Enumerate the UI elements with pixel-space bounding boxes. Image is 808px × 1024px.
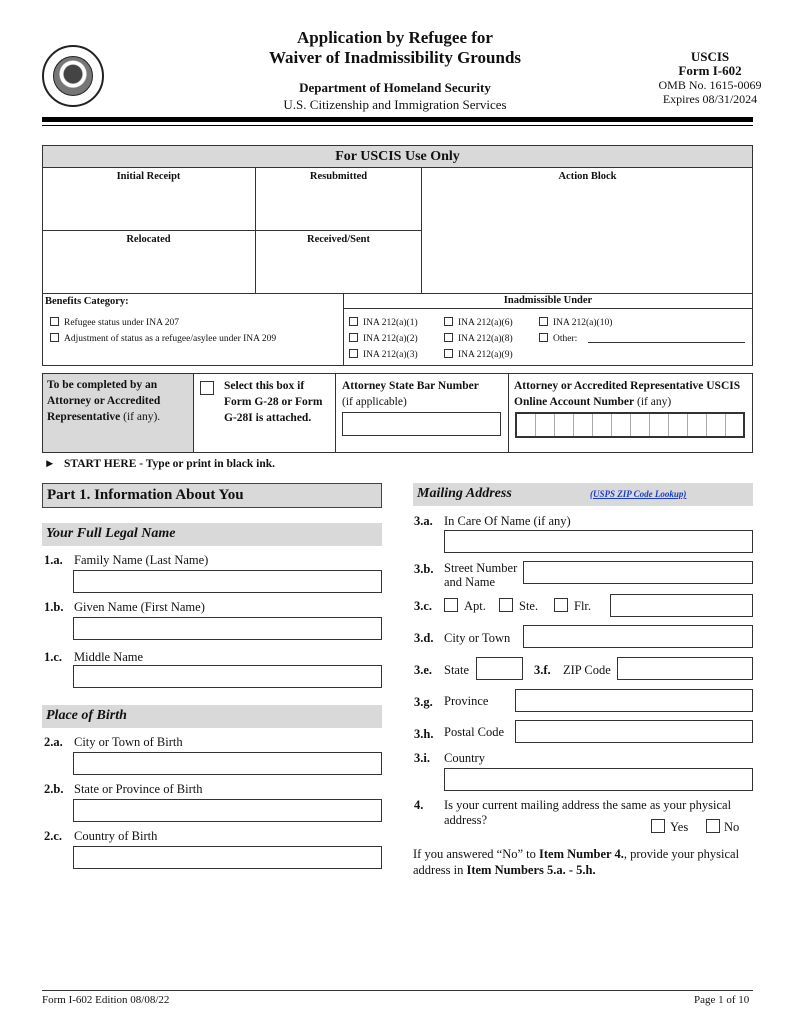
- state-select[interactable]: [476, 657, 523, 680]
- city-of-birth-label: City or Town of Birth: [74, 735, 183, 749]
- item-3h-number: 3.h.: [414, 727, 434, 741]
- ina-other[interactable]: Other:: [539, 333, 577, 344]
- item-3d-number: 3.d.: [414, 631, 434, 645]
- city-input[interactable]: [523, 625, 753, 648]
- family-name-input[interactable]: [73, 570, 382, 593]
- item-2a-number: 2.a.: [44, 735, 63, 749]
- arrow-right-icon: ►: [44, 458, 56, 470]
- form-identifier: USCIS Form I-602 OMB No. 1615-0069 Expires 08/31/2024: [658, 49, 762, 106]
- ina-212-a8[interactable]: INA 212(a)(8): [444, 333, 513, 344]
- street-label: Street Number and Name: [444, 561, 518, 589]
- same-address-no-checkbox[interactable]: [706, 819, 720, 833]
- flr-checkbox[interactable]: [554, 598, 568, 612]
- country-label: Country: [444, 751, 485, 765]
- item-2b-number: 2.b.: [44, 782, 64, 796]
- footer-rule: [42, 990, 753, 991]
- zip-input[interactable]: [617, 657, 753, 680]
- item-1b-number: 1.b.: [44, 600, 64, 614]
- initial-receipt-label: Initial Receipt: [116, 171, 181, 182]
- in-care-of-label: In Care Of Name (if any): [444, 514, 571, 528]
- benefits-category-label: Benefits Category:: [45, 296, 129, 307]
- bar-number-label: Attorney State Bar Number (if applicable): [342, 380, 479, 408]
- state-of-birth-label: State or Province of Birth: [74, 782, 203, 796]
- flr-label: Flr.: [574, 599, 592, 613]
- country-of-birth-label: Country of Birth: [74, 829, 158, 843]
- checkbox-icon[interactable]: [444, 333, 453, 342]
- in-care-of-input[interactable]: [444, 530, 753, 553]
- form-title: Application by Refugee for Waiver of Inadmissibility Grounds: [268, 28, 522, 67]
- item-3f-number: 3.f.: [534, 663, 551, 677]
- start-here: ► START HERE - Type or print in black ink.: [44, 458, 276, 470]
- state-label: State: [444, 663, 469, 677]
- attorney-instructions: To be completed by an Attorney or Accredited Representative (if any).: [47, 379, 161, 423]
- middle-name-label: Middle Name: [74, 650, 144, 664]
- ina-212-a6[interactable]: INA 212(a)(6): [444, 317, 513, 328]
- ina-212-a1[interactable]: INA 212(a)(1): [349, 317, 418, 328]
- checkbox-icon[interactable]: [539, 333, 548, 342]
- ste-label: Ste.: [519, 599, 539, 613]
- no-label: No: [724, 820, 740, 834]
- country-input[interactable]: [444, 768, 753, 791]
- mailing-address-heading: Mailing Address: [413, 483, 753, 506]
- province-input[interactable]: [515, 689, 753, 712]
- apt-label: Apt.: [464, 599, 486, 613]
- province-label: Province: [444, 694, 489, 708]
- item-3b-number: 3.b.: [414, 562, 434, 576]
- inadmissible-under-label: Inadmissible Under: [503, 295, 593, 306]
- action-block-label: Action Block: [558, 171, 617, 182]
- ina-212-a2[interactable]: INA 212(a)(2): [349, 333, 418, 344]
- postal-code-label: Postal Code: [444, 725, 505, 739]
- benefit-adjustment-209[interactable]: Adjustment of status as a refugee/asylee under INA 209: [50, 333, 276, 344]
- apt-checkbox[interactable]: [444, 598, 458, 612]
- header-rule: [42, 117, 753, 122]
- ina-212-a10[interactable]: INA 212(a)(10): [539, 317, 612, 328]
- city-of-birth-input[interactable]: [73, 752, 382, 775]
- item-3a-number: 3.a.: [414, 514, 433, 528]
- country-of-birth-input[interactable]: [73, 846, 382, 869]
- checkbox-icon[interactable]: [444, 349, 453, 358]
- item-3c-number: 3.c.: [414, 599, 433, 613]
- state-of-birth-input[interactable]: [73, 799, 382, 822]
- checkbox-icon[interactable]: [349, 349, 358, 358]
- page-number: Page 1 of 10: [694, 994, 750, 1006]
- zip-label: ZIP Code: [563, 663, 611, 677]
- full-name-heading: Your Full Legal Name: [42, 523, 382, 546]
- checkbox-icon[interactable]: [539, 317, 548, 326]
- uscis-use-title: For USCIS Use Only: [42, 145, 753, 168]
- given-name-input[interactable]: [73, 617, 382, 640]
- physical-address-note: If you answered “No” to Item Number 4., provide your physical address in Item Numbers 5.a. - 5.h.: [413, 847, 740, 877]
- received-sent-label: Received/Sent: [307, 234, 370, 245]
- checkbox-icon[interactable]: [50, 333, 59, 342]
- checkbox-icon[interactable]: [444, 317, 453, 326]
- postal-code-input[interactable]: [515, 720, 753, 743]
- middle-name-input[interactable]: [73, 665, 382, 688]
- dhs-seal-icon: [42, 45, 104, 107]
- zip-lookup-link[interactable]: (USPS ZIP Code Lookup): [590, 489, 687, 499]
- g28-checkbox[interactable]: [200, 381, 214, 395]
- bar-number-input[interactable]: [342, 412, 501, 436]
- benefit-refugee-207[interactable]: Refugee status under INA 207: [50, 317, 179, 328]
- item-4-number: 4.: [414, 798, 424, 812]
- checkbox-icon[interactable]: [50, 317, 59, 326]
- other-line[interactable]: [588, 342, 745, 343]
- form-agency: Department of Homeland Security U.S. Citizenship and Immigration Services: [283, 80, 507, 112]
- family-name-label: Family Name (Last Name): [74, 553, 209, 567]
- same-address-yes-checkbox[interactable]: [651, 819, 665, 833]
- ina-212-a9[interactable]: INA 212(a)(9): [444, 349, 513, 360]
- same-address-question: Is your current mailing address the same as your physical address?: [444, 798, 732, 827]
- form-edition: Form I-602 Edition 08/08/22: [42, 994, 170, 1006]
- yes-label: Yes: [670, 820, 689, 834]
- part1-title: Part 1. Information About You: [42, 483, 382, 508]
- account-number-label: Attorney or Accredited Representative USCIS Online Account Number (if any): [514, 380, 741, 408]
- header-rule-thin: [42, 125, 753, 126]
- ste-checkbox[interactable]: [499, 598, 513, 612]
- checkbox-icon[interactable]: [349, 317, 358, 326]
- item-1a-number: 1.a.: [44, 553, 63, 567]
- given-name-label: Given Name (First Name): [74, 600, 205, 614]
- g28-label: Select this box if Form G-28 or Form G-28I is attached.: [224, 380, 323, 424]
- resubmitted-label: Resubmitted: [309, 171, 368, 182]
- item-3g-number: 3.g.: [414, 695, 433, 709]
- item-2c-number: 2.c.: [44, 829, 63, 843]
- city-label: City or Town: [444, 631, 511, 645]
- unit-number-input[interactable]: [610, 594, 753, 617]
- account-number-input[interactable]: [515, 412, 745, 438]
- item-3i-number: 3.i.: [414, 751, 430, 765]
- relocated-label: Relocated: [126, 234, 171, 245]
- checkbox-icon[interactable]: [349, 333, 358, 342]
- ina-212-a3[interactable]: INA 212(a)(3): [349, 349, 418, 360]
- item-1c-number: 1.c.: [44, 650, 63, 664]
- item-3e-number: 3.e.: [414, 663, 433, 677]
- street-input[interactable]: [523, 561, 753, 584]
- place-of-birth-heading: Place of Birth: [42, 705, 382, 728]
